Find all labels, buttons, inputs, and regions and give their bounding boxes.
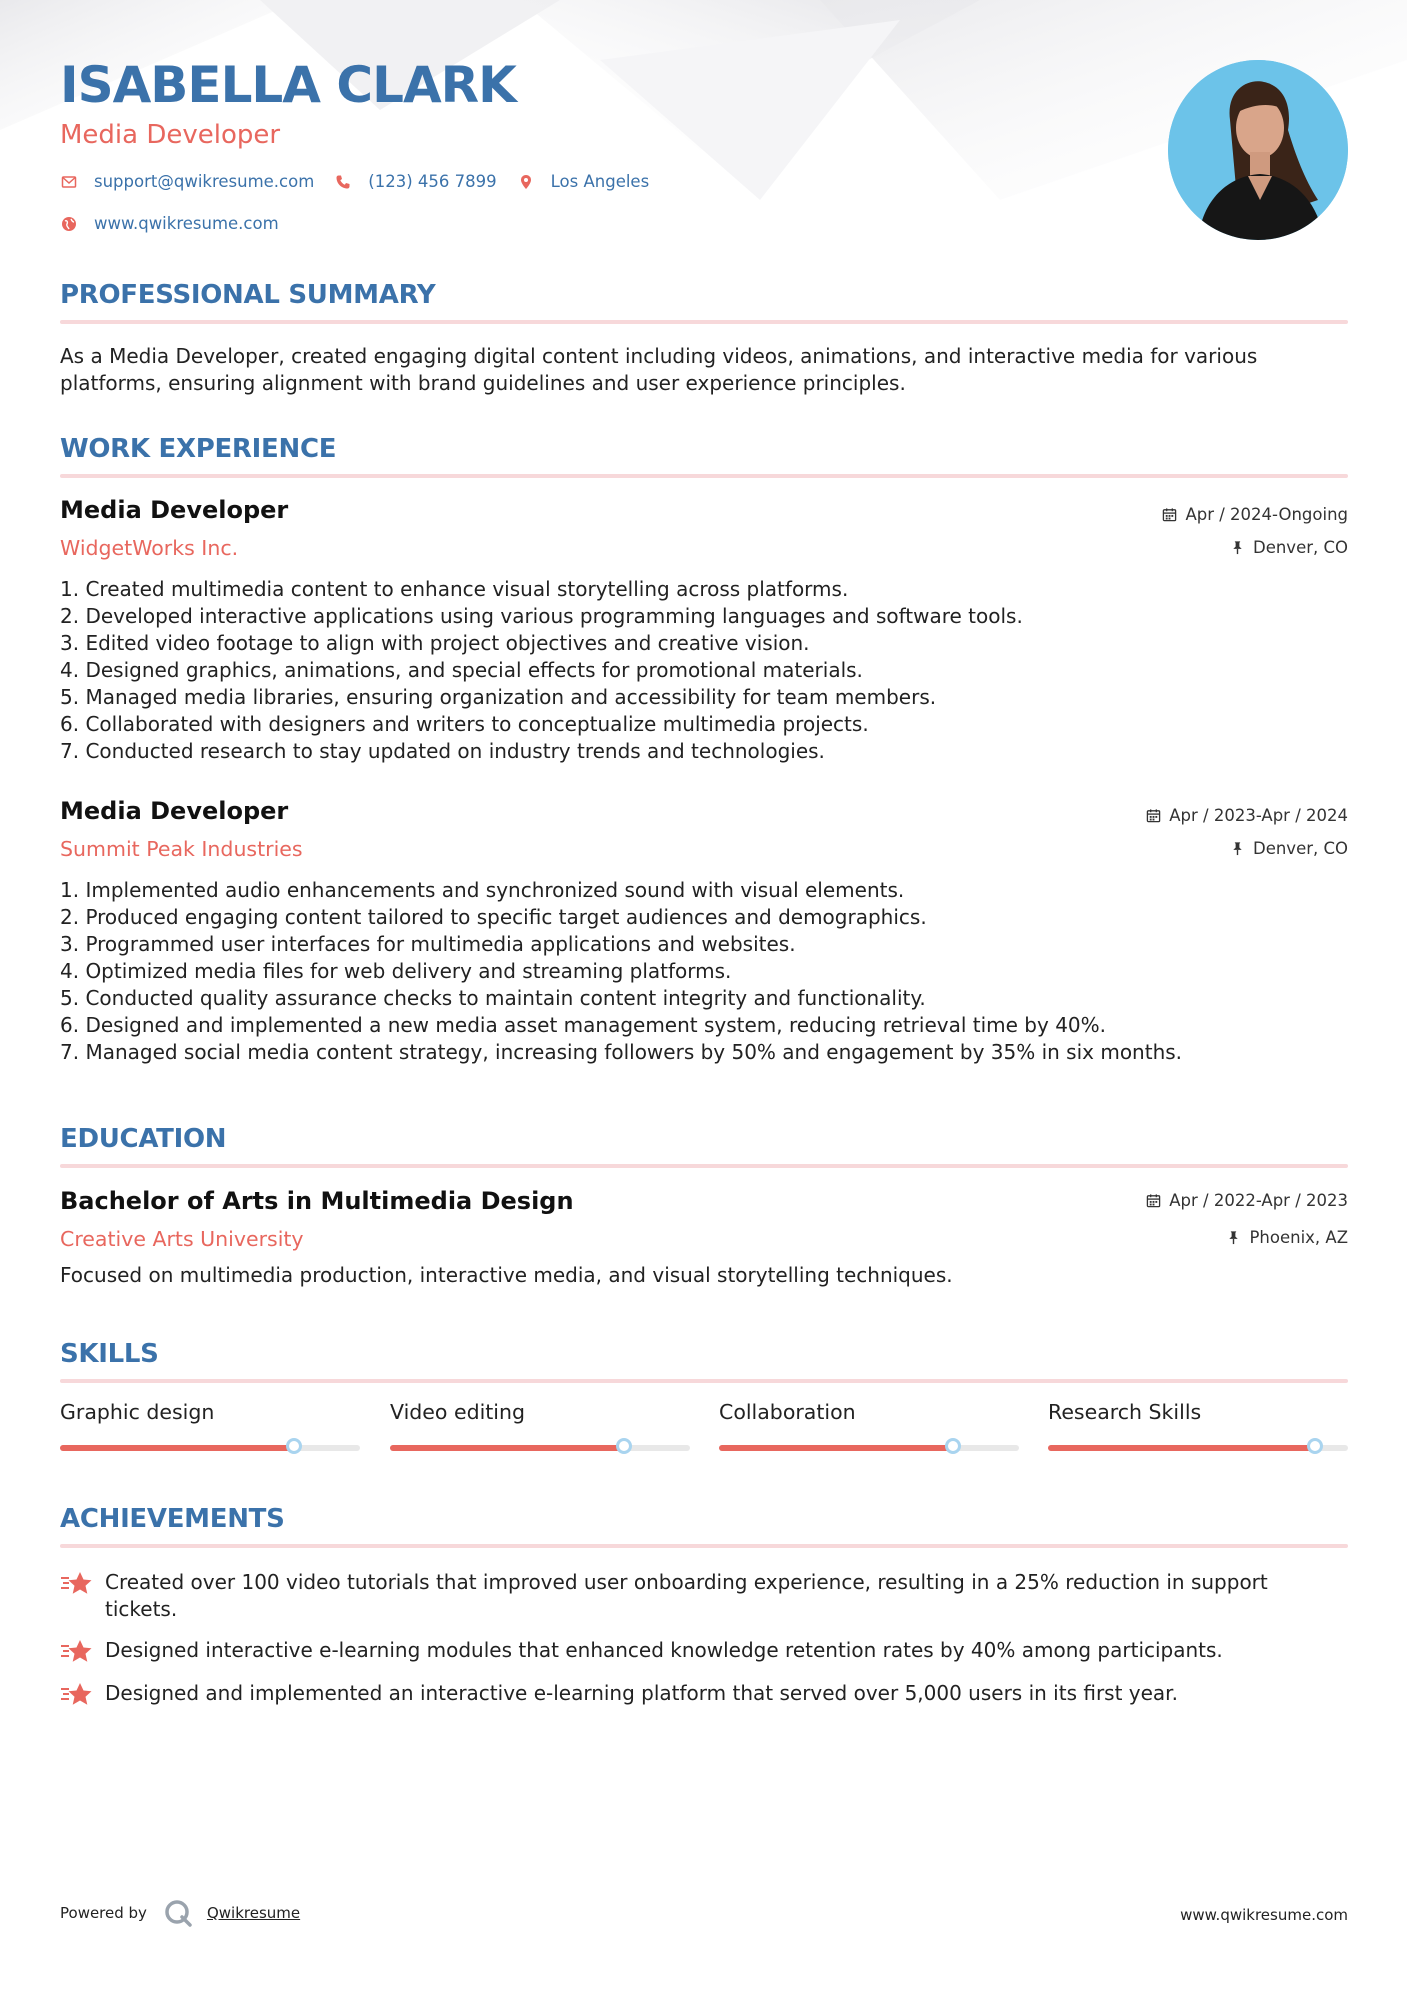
job-location-text: Denver, CO	[1252, 839, 1348, 858]
list-item: 7. Managed social media content strategy, increasing followers by 50% and engagement by 35% in six months.	[60, 1040, 1183, 1064]
skill-bar-track	[60, 1445, 360, 1451]
list-item: 1. Created multimedia content to enhance visual storytelling across platforms.	[60, 577, 849, 601]
education-degree: Bachelor of Arts in Multimedia Design	[60, 1187, 574, 1215]
job-bullets	[60, 877, 1348, 1066]
section-title-skills: SKILLS	[60, 1339, 159, 1369]
calendar-icon	[1146, 1193, 1161, 1208]
calendar-icon	[1146, 808, 1161, 823]
star-icon	[60, 1637, 94, 1667]
skill-bar-track	[719, 1445, 1019, 1451]
education-school: Creative Arts University	[60, 1227, 304, 1251]
list-item: 5. Managed media libraries, ensuring organization and accessibility for team members.	[60, 685, 937, 709]
list-item: 3. Edited video footage to align with project objectives and creative vision.	[60, 631, 810, 655]
education-description: Focused on multimedia production, interactive media, and visual storytelling techniques.	[60, 1263, 953, 1287]
skill-name: Graphic design	[60, 1400, 215, 1424]
skill-bar-knob	[945, 1438, 961, 1454]
section-title-summary: PROFESSIONAL SUMMARY	[60, 280, 436, 310]
job-location	[1230, 538, 1348, 557]
footer-powered-by	[60, 1898, 300, 1928]
job-dates-text: Apr / 2024-Ongoing	[1185, 505, 1348, 524]
list-item: 1. Implemented audio enhancements and synchronized sound with visual elements.	[60, 878, 905, 902]
contact-row-primary	[60, 172, 669, 191]
contact-phone[interactable]: (123) 456 7899	[368, 172, 497, 191]
skill-name: Research Skills	[1048, 1400, 1202, 1424]
skill-bar-knob	[1307, 1438, 1323, 1454]
list-item: 4. Designed graphics, animations, and special effects for promotional materials.	[60, 658, 863, 682]
achievement-item	[60, 1569, 1345, 1623]
section-title-achievements: ACHIEVEMENTS	[60, 1504, 285, 1534]
star-icon	[60, 1680, 94, 1710]
skill-bar-track	[390, 1445, 690, 1451]
list-item: 2. Developed interactive applications using various programming languages and software tools.	[60, 604, 1023, 628]
job-location	[1230, 839, 1348, 858]
list-item: 7. Conducted research to stay updated on industry trends and technologies.	[60, 739, 825, 763]
section-divider	[60, 320, 1348, 324]
achievement-item	[60, 1637, 1345, 1667]
achievement-text: Designed interactive e-learning modules that enhanced knowledge retention rates by 40% among participants.	[105, 1638, 1223, 1662]
skill-bar-fill	[390, 1445, 624, 1451]
list-item: 2. Produced engaging content tailored to specific target audiences and demographics.	[60, 905, 927, 929]
education-dates-text: Apr / 2022-Apr / 2023	[1169, 1191, 1348, 1210]
pushpin-icon	[1230, 540, 1245, 555]
profile-photo	[1168, 60, 1348, 240]
skill-bar-fill	[60, 1445, 294, 1451]
education-location	[1226, 1228, 1348, 1247]
list-item: 5. Conducted quality assurance checks to maintain content integrity and functionality.	[60, 986, 926, 1010]
skill-item	[719, 1400, 1019, 1424]
brand-link[interactable]: Qwikresume	[206, 1904, 301, 1922]
envelope-icon	[60, 173, 78, 191]
pushpin-icon	[1230, 841, 1245, 856]
qwikresume-logo-icon	[163, 1898, 193, 1928]
skill-bar-track	[1048, 1445, 1348, 1451]
list-item: 6. Collaborated with designers and writers to conceptualize multimedia projects.	[60, 712, 869, 736]
achievement-text: Created over 100 video tutorials that improved user onboarding experience, resulting in a 25% reduction in support tickets.	[105, 1570, 1268, 1621]
section-divider	[60, 1164, 1348, 1168]
education-dates	[1146, 1191, 1348, 1210]
contact-location: Los Angeles	[550, 172, 650, 191]
list-item: 4. Optimized media files for web delivery and streaming platforms.	[60, 959, 732, 983]
job-dates-text: Apr / 2023-Apr / 2024	[1169, 806, 1348, 825]
candidate-title: Media Developer	[60, 120, 281, 150]
star-icon	[60, 1569, 94, 1599]
section-divider	[60, 1544, 1348, 1548]
skill-item	[390, 1400, 690, 1424]
section-divider	[60, 1379, 1348, 1383]
section-divider	[60, 474, 1348, 478]
map-pin-icon	[517, 173, 535, 191]
job-title: Media Developer	[60, 496, 289, 524]
contact-website[interactable]: www.qwikresume.com	[94, 214, 279, 233]
skill-bar-knob	[286, 1438, 302, 1454]
skill-item	[60, 1400, 360, 1424]
footer-website[interactable]: www.qwikresume.com	[1180, 1906, 1348, 1924]
globe-icon	[60, 215, 78, 233]
job-location-text: Denver, CO	[1252, 538, 1348, 557]
list-item: 6. Designed and implemented a new media asset management system, reducing retrieval time by 40%.	[60, 1013, 1107, 1037]
skill-name: Video editing	[390, 1400, 526, 1424]
summary-text: As a Media Developer, created engaging digital content including videos, animations, and interactive media for various platforms, ensuring alignment with brand guidelines and user experience principles.	[60, 344, 1258, 395]
list-item: 3. Programmed user interfaces for multimedia applications and websites.	[60, 932, 796, 956]
skill-bar-fill	[719, 1445, 953, 1451]
section-title-education: EDUCATION	[60, 1124, 227, 1154]
skill-bar-knob	[616, 1438, 632, 1454]
section-title-experience: WORK EXPERIENCE	[60, 434, 337, 464]
achievement-item	[60, 1680, 1345, 1710]
job-dates	[1146, 806, 1348, 825]
job-company: Summit Peak Industries	[60, 837, 303, 861]
skill-bar-fill	[1048, 1445, 1315, 1451]
job-dates	[1162, 505, 1348, 524]
candidate-name: ISABELLA CLARK	[60, 56, 516, 114]
skill-name: Collaboration	[719, 1400, 856, 1424]
skill-item	[1048, 1400, 1348, 1424]
achievement-text: Designed and implemented an interactive e-learning platform that served over 5,000 users in its first year.	[105, 1681, 1178, 1705]
job-bullets	[60, 576, 1348, 765]
pushpin-icon	[1226, 1230, 1241, 1245]
job-company: WidgetWorks Inc.	[60, 536, 239, 560]
calendar-icon	[1162, 507, 1177, 522]
contact-email[interactable]: support@qwikresume.com	[94, 172, 315, 191]
phone-icon	[334, 173, 352, 191]
job-title: Media Developer	[60, 797, 289, 825]
education-location-text: Phoenix, AZ	[1249, 1228, 1348, 1247]
contact-row-secondary	[60, 214, 299, 233]
powered-by-label: Powered by	[60, 1904, 147, 1922]
